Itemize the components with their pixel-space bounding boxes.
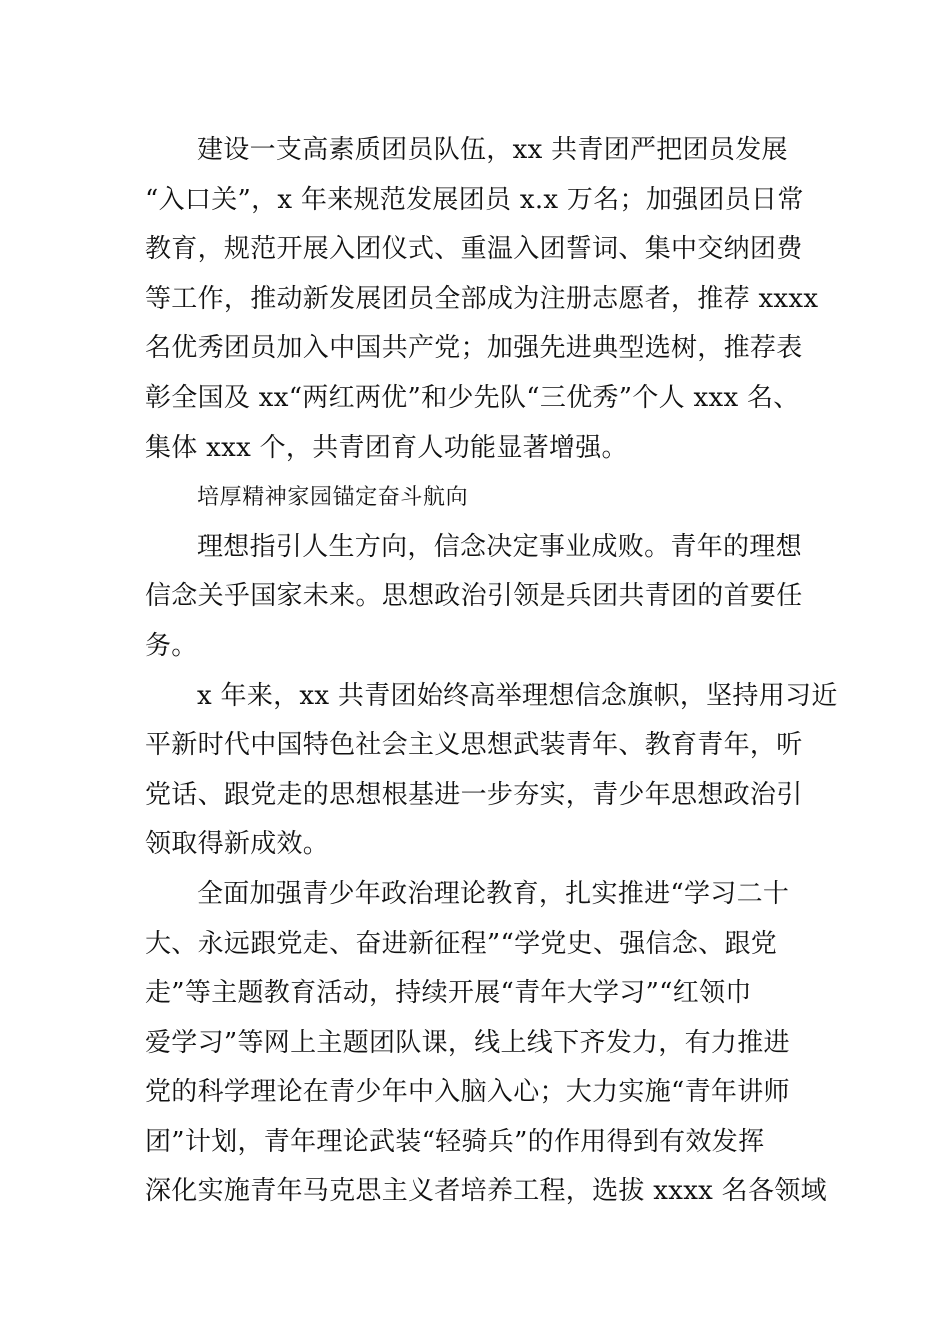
text-line: 集体 xxx 个，共青团育人功能显著增强。 [145, 432, 628, 463]
text-line: 党话、跟党走的思想根基进一步夯实，青少年思想政治引 [145, 779, 803, 810]
text-line: 深化实施青年马克思主义者培养工程，选拔 xxxx 名各领域 [145, 1176, 827, 1207]
document-body [145, 126, 838, 1217]
text-line: 等工作，推动新发展团员全部成为注册志愿者，推荐 xxxx [145, 283, 819, 314]
text-line: x 年来，xx 共青团始终高举理想信念旗帜，坚持用习近 [197, 680, 838, 711]
text-line: 平新时代中国特色社会主义思想武装青年、教育青年，听 [145, 730, 803, 761]
text-line: 全面加强青少年政治理论教育，扎实推进“学习二十 [197, 878, 790, 909]
text-line: 大、永远跟党走、奋进新征程”“学党史、强信念、跟党 [145, 928, 778, 959]
text-line: 领取得新成效。 [145, 829, 330, 860]
text-line: “入口关”，x 年来规范发展团员 x.x 万名；加强团员日常 [145, 184, 804, 215]
text-line: 教育，规范开展入团仪式、重温入团誓词、集中交纳团费 [145, 234, 803, 265]
text-line: 团”计划，青年理论武装“轻骑兵”的作用得到有效发挥 [145, 1126, 765, 1157]
text-line: 彰全国及 xx“两红两优”和少先队“三优秀”个人 xxx 名、 [145, 382, 800, 413]
text-line: 名优秀团员加入中国共产党；加强先进典型选树，推荐表 [145, 333, 803, 364]
paragraph-achievements [145, 672, 838, 870]
text-line: 建设一支高素质团员队伍，xx 共青团严把团员发展 [197, 135, 788, 165]
heading-text: 培厚精神家园锚定奋斗航向 [197, 485, 469, 511]
paragraph-team-members [145, 126, 819, 473]
paragraph-theory-education [145, 870, 827, 1217]
section-heading [145, 473, 807, 523]
text-line: 党的科学理论在青少年中入脑入心；大力实施“青年讲师 [145, 1077, 790, 1108]
text-line: 务。 [145, 630, 198, 661]
text-line: 走”等主题教育活动，持续开展“青年大学习”“红领巾 [145, 978, 752, 1009]
text-line: 信念关乎国家未来。思想政治引领是兵团共青团的首要任 [145, 581, 803, 612]
text-line: 理想指引人生方向，信念决定事业成败。青年的理想 [197, 531, 802, 562]
text-line: 爱学习”等网上主题团队课，线上线下齐发力，有力推进 [145, 1027, 790, 1058]
paragraph-ideals [145, 523, 807, 672]
